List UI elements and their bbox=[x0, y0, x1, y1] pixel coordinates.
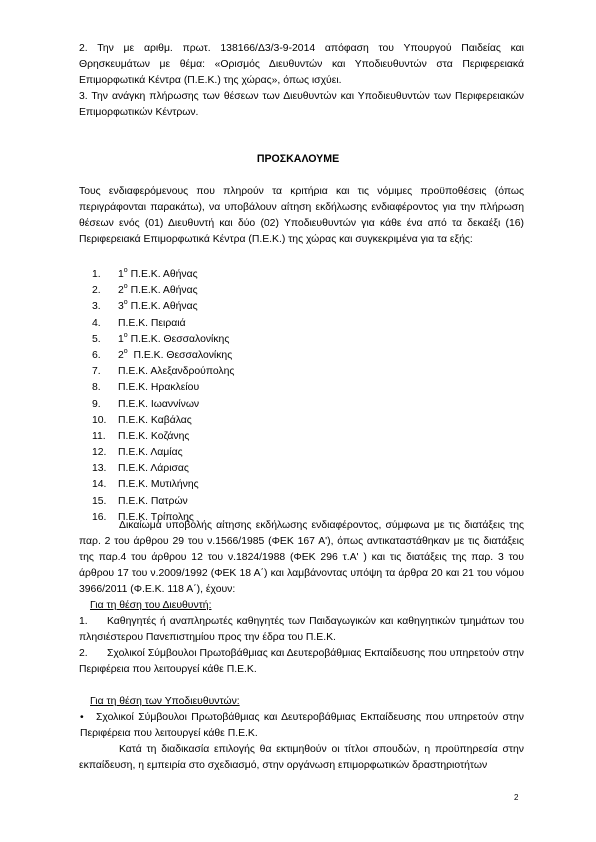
center-list-item bbox=[92, 397, 234, 413]
center-number: 16. bbox=[92, 511, 107, 523]
center-name: Π.Ε.Κ. Τρίπολης bbox=[118, 511, 194, 523]
center-list-item bbox=[92, 380, 234, 396]
bullet-icon: • bbox=[80, 712, 84, 723]
center-ordinal: 1 bbox=[118, 333, 124, 345]
center-name: Π.Ε.Κ. Πειραιά bbox=[118, 317, 186, 329]
center-name: Π.Ε.Κ. Θεσσαλονίκης bbox=[127, 333, 230, 345]
center-list-item bbox=[92, 429, 234, 445]
center-number: 15. bbox=[92, 495, 107, 507]
center-number: 9. bbox=[92, 398, 101, 410]
deputy-heading bbox=[90, 694, 524, 710]
center-list-item bbox=[92, 299, 234, 315]
center-list-item bbox=[92, 316, 234, 332]
director-item-2-num: 2. bbox=[79, 648, 88, 659]
center-number: 3. bbox=[92, 301, 101, 313]
center-ordinal-suffix: ο bbox=[123, 283, 128, 291]
director-item-2-text: Σχολικοί Σύμβουλοι Πρωτοβάθμιας και Δευτεροβάθμιας Εκπαίδευσης που υπηρετούν στην Περιφέρεια που λειτουργεί κάθε Π.Ε.Κ. bbox=[79, 648, 524, 675]
center-number: 6. bbox=[92, 349, 101, 361]
center-name: Π.Ε.Κ. Κοζάνης bbox=[118, 430, 190, 442]
center-name: Π.Ε.Κ. Ηρακλείου bbox=[118, 382, 200, 394]
center-list-item bbox=[92, 364, 234, 380]
center-ordinal: 2 bbox=[118, 285, 124, 297]
reference-item-2: 2. Την με αριθμ. πρωτ. 138166/Δ3/3-9-2014 απόφαση του Υπουργού Παιδείας και Θρησκευμάτων με θέμα: «Ορισμός Διευθυντών και Υποδιευθυντών στα Περιφερειακά Επιμορφωτικά Κέντρα (Π.Ε.Κ.) της χώρας», όπως ισχύει. bbox=[79, 43, 524, 86]
center-ordinal: 3 bbox=[118, 301, 124, 313]
center-number: 7. bbox=[92, 366, 101, 378]
center-name: Π.Ε.Κ. Αθήνας bbox=[127, 301, 198, 313]
page-number: 2 bbox=[514, 793, 519, 802]
center-list-item bbox=[92, 348, 234, 364]
center-name: Π.Ε.Κ. Καβάλας bbox=[118, 414, 192, 426]
center-number: 12. bbox=[92, 447, 107, 459]
rights-paragraph: Δικαίωμα υποβολής αίτησης εκδήλωσης ενδιαφέροντος, σύμφωνα με τις διατάξεις της παρ. 2 του άρθρου 29 του ν.1566/1985 (ΦΕΚ 167 Α'), όπως αντικαταστάθηκαν με τις διατάξεις της παρ.4 του άρθρου 12 του ν.1824/1988 (ΦΕΚ 296 τ.Α' ) και τις διατάξεις της παρ. 3 του άρθρου 17 του ν.2009/1992 (ΦΕΚ 18 Α΄) και λαμβάνοντας υπόψη τα άρθρα 20 και 21 του νόμου 3966/2011 (Φ.Ε.Κ. 118 Α΄), έχουν: bbox=[79, 520, 524, 595]
center-name: Π.Ε.Κ. Αθήνας bbox=[127, 269, 198, 280]
centers-list bbox=[92, 267, 234, 526]
center-ordinal: 2 bbox=[118, 349, 124, 361]
center-ordinal: 1 bbox=[118, 269, 124, 280]
deputy-item-1 bbox=[80, 710, 524, 742]
center-number: 5. bbox=[92, 333, 101, 345]
center-name: Π.Ε.Κ. Λάρισας bbox=[118, 463, 189, 475]
center-number: 14. bbox=[92, 479, 107, 491]
deputy-item-1-text: Σχολικοί Σύμβουλοι Πρωτοβάθμιας και Δευτεροβάθμιας Εκπαίδευσης που υπηρετούν στην Περιφέρεια που λειτουργεί κάθε Π.Ε.Κ. bbox=[80, 712, 524, 739]
center-number: 1. bbox=[92, 269, 101, 280]
selection-paragraph: Κατά τη διαδικασία επιλογής θα εκτιμηθούν οι τίτλοι σπουδών, η προϋπηρεσία στην εκπαίδευση, η εμπειρία στο σχεδιασμό, στην οργάνωση επιμορφωτικών δραστηριοτήτων bbox=[79, 744, 524, 771]
center-number: 8. bbox=[92, 382, 101, 394]
center-list-item bbox=[92, 413, 234, 429]
center-number: 11. bbox=[92, 430, 106, 442]
center-name: Π.Ε.Κ. Αθήνας bbox=[127, 285, 198, 297]
intro-paragraph: Τους ενδιαφερόμενους που πληρούν τα κριτήρια και τις νόμιμες προϋποθέσεις (όπως περιγράφονται παρακάτω), να υποβάλουν αίτηση εκδήλωσης ενδιαφέροντος για την πλήρωση θέσεων ενός (01) Διευθυντή και δύο (02) Υποδιευθυντών για κάθε ένα από τα δεκαέξι (16) Περιφερειακά Επιμορφωτικά Κέντρα (Π.Ε.Κ.) της χώρας και συγκεκριμένα για τα εξής: bbox=[79, 186, 524, 245]
director-item-1-text: Καθηγητές ή αναπληρωτές καθηγητές των Παιδαγωγικών και καθηγητικών τμημάτων του πλησιέστερου Πανεπιστημίου προς την έδρα του Π.Ε.Κ. bbox=[79, 616, 524, 643]
director-item-2 bbox=[79, 646, 524, 678]
director-heading-text: Για τη θέση του Διευθυντή: bbox=[90, 600, 212, 611]
center-number: 4. bbox=[92, 317, 101, 329]
center-name: Π.Ε.Κ. Αλεξανδρούπολης bbox=[118, 366, 235, 378]
center-list-item bbox=[92, 267, 234, 283]
center-name: Π.Ε.Κ. Λαμίας bbox=[118, 447, 183, 459]
center-name: Π.Ε.Κ. Θεσσαλονίκης bbox=[127, 349, 233, 361]
center-list-item bbox=[92, 445, 234, 461]
center-list-item bbox=[92, 461, 234, 477]
center-list-item bbox=[92, 494, 234, 510]
deputy-heading-text: Για τη θέση των Υποδιευθυντών: bbox=[90, 696, 240, 707]
reference-item-3: 3. Την ανάγκη πλήρωσης των θέσεων των Διευθυντών και Υποδιευθυντών των Περιφερειακών Επιμορφωτικών Κέντρων. bbox=[79, 91, 524, 118]
center-name: Π.Ε.Κ. Πατρών bbox=[118, 495, 188, 507]
center-list-item bbox=[92, 283, 234, 299]
director-heading bbox=[90, 598, 524, 614]
center-number: 2. bbox=[92, 285, 101, 297]
center-ordinal-suffix: ο bbox=[123, 331, 128, 339]
director-item-1 bbox=[79, 614, 524, 646]
center-name: Π.Ε.Κ. Μυτιλήνης bbox=[118, 479, 199, 491]
center-number: 10. bbox=[92, 414, 107, 426]
center-list-item bbox=[92, 332, 234, 348]
center-number: 13. bbox=[92, 463, 107, 475]
center-ordinal-suffix: ο bbox=[123, 267, 128, 274]
center-ordinal-suffix: ο bbox=[123, 299, 128, 307]
center-list-item bbox=[92, 477, 234, 493]
center-name: Π.Ε.Κ. Ιωαννίνων bbox=[118, 398, 200, 410]
director-item-1-num: 1. bbox=[79, 616, 88, 627]
center-ordinal-suffix: ο bbox=[123, 347, 128, 355]
heading-invite: ΠΡΟΣΚΑΛΟΥΜΕ bbox=[256, 153, 340, 165]
